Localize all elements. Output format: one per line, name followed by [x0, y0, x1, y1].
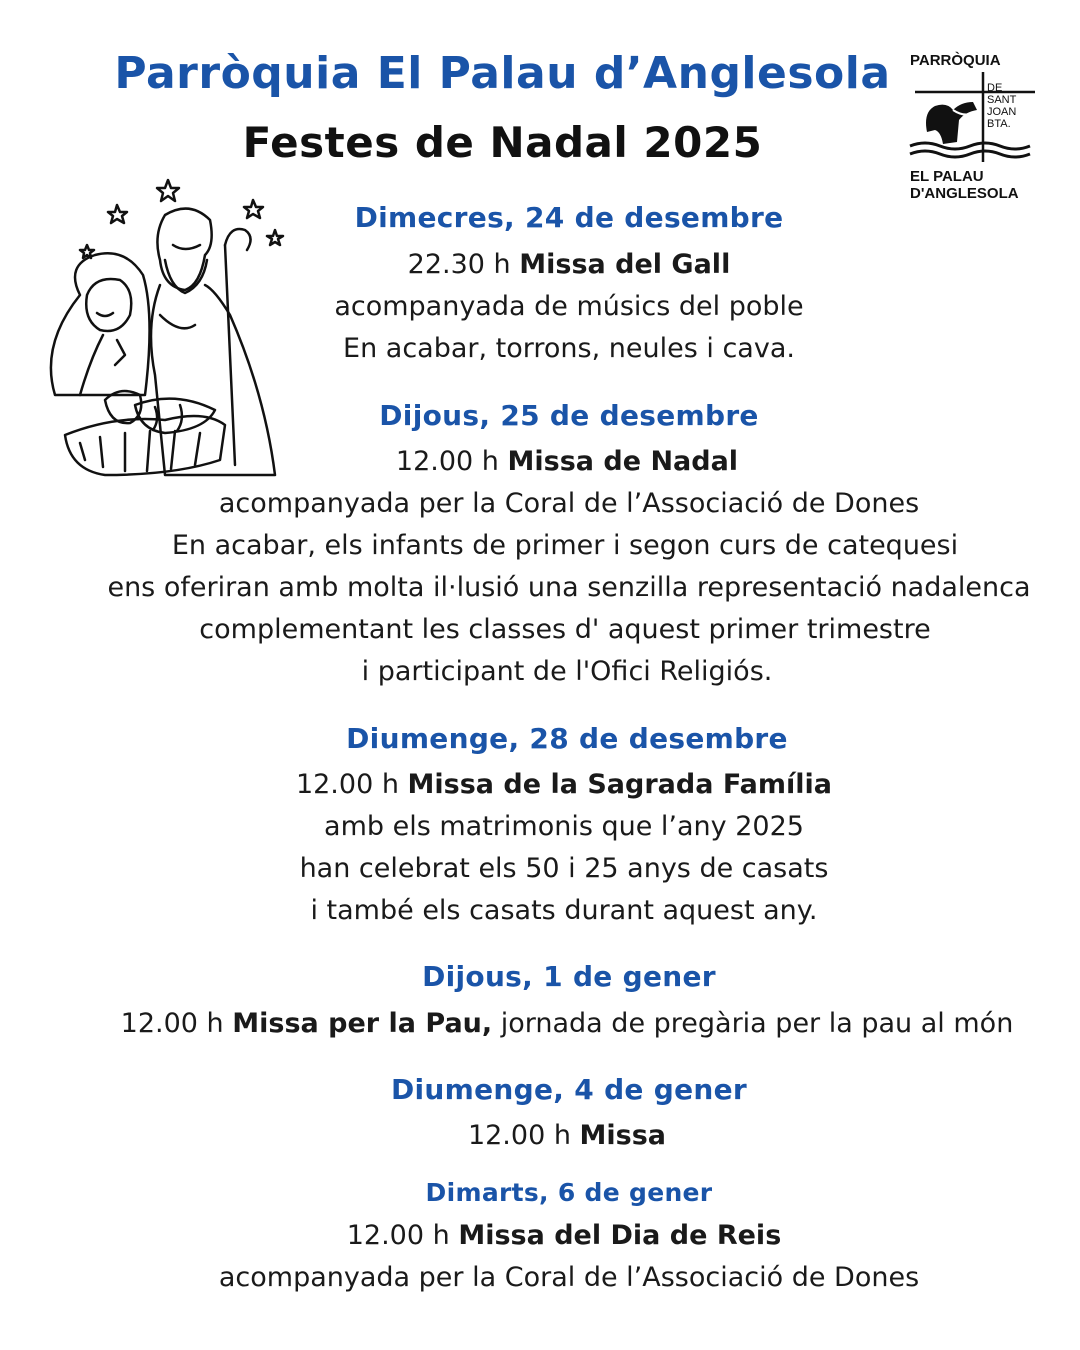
event-name: Missa del Dia de Reis: [458, 1220, 782, 1251]
event-detail: ens oferiran amb molta il·lusió una senzilla representació nadalenca: [107, 572, 1031, 603]
event-title-line: [0, 249, 1080, 280]
event-detail: En acabar, torrons, neules i cava.: [343, 333, 795, 364]
event-title-line: [0, 446, 1080, 477]
event-name: Missa de la Sagrada Família: [407, 769, 833, 800]
event-time: 12.00 h: [120, 1008, 224, 1039]
event-suffix: jornada de pregària per la pau al món: [500, 1008, 1014, 1039]
event-name: Missa de Nadal: [507, 446, 739, 477]
event-detail: complementant les classes d' aquest primer trimestre: [199, 614, 931, 645]
event-day: Diumenge, 4 de gener: [390, 1073, 748, 1106]
logo-bottom-text: EL PALAU D'ANGLESOLA: [910, 168, 1019, 202]
event-detail: En acabar, els infants de primer i segon curs de catequesi: [171, 530, 959, 561]
event-day: Diumenge, 28 de desembre: [346, 722, 788, 755]
event-time: 22.30 h: [407, 249, 511, 280]
event-day: Dimecres, 24 de desembre: [354, 201, 784, 234]
event-time: 12.00 h: [467, 1120, 571, 1151]
event-time: 12.00 h: [346, 1220, 450, 1251]
event-day: Dimarts, 6 de gener: [425, 1178, 713, 1207]
page-subtitle: Festes de Nadal 2025: [242, 118, 763, 167]
event-detail: i també els casats durant aquest any.: [310, 895, 818, 926]
event-detail: acompanyada de músics del poble: [334, 291, 804, 322]
event-detail: acompanyada per la Coral de l’Associació de Dones: [218, 488, 920, 519]
event-title-line: [0, 1008, 1080, 1039]
event-name: Missa del Gall: [519, 249, 731, 280]
event-detail: amb els matrimonis que l’any 2025: [324, 811, 804, 842]
event-detail: i participant de l'Ofici Religiós.: [361, 656, 773, 687]
event-title-line: [0, 1220, 1080, 1251]
page-title: Parròquia El Palau d’Anglesola: [114, 48, 891, 99]
parish-logo: [905, 50, 1040, 210]
event-detail: han celebrat els 50 i 25 anys de casats: [299, 853, 829, 884]
event-time: 12.00 h: [395, 446, 499, 477]
event-name: Missa per la Pau,: [232, 1008, 493, 1039]
event-time: 12.00 h: [295, 769, 399, 800]
baptism-cross-icon: [905, 72, 1040, 164]
event-title-line: [0, 769, 1080, 800]
event-title-line: [0, 1120, 1080, 1151]
event-day: Dijous, 25 de desembre: [379, 399, 759, 432]
event-day: Dijous, 1 de gener: [422, 960, 716, 993]
event-detail: acompanyada per la Coral de l’Associació de Dones: [218, 1262, 920, 1293]
event-name: Missa: [579, 1120, 667, 1151]
logo-mid-text: DE SANT JOAN BTA.: [987, 82, 1017, 130]
logo-top-text: PARRÒQUIA: [910, 52, 1001, 69]
